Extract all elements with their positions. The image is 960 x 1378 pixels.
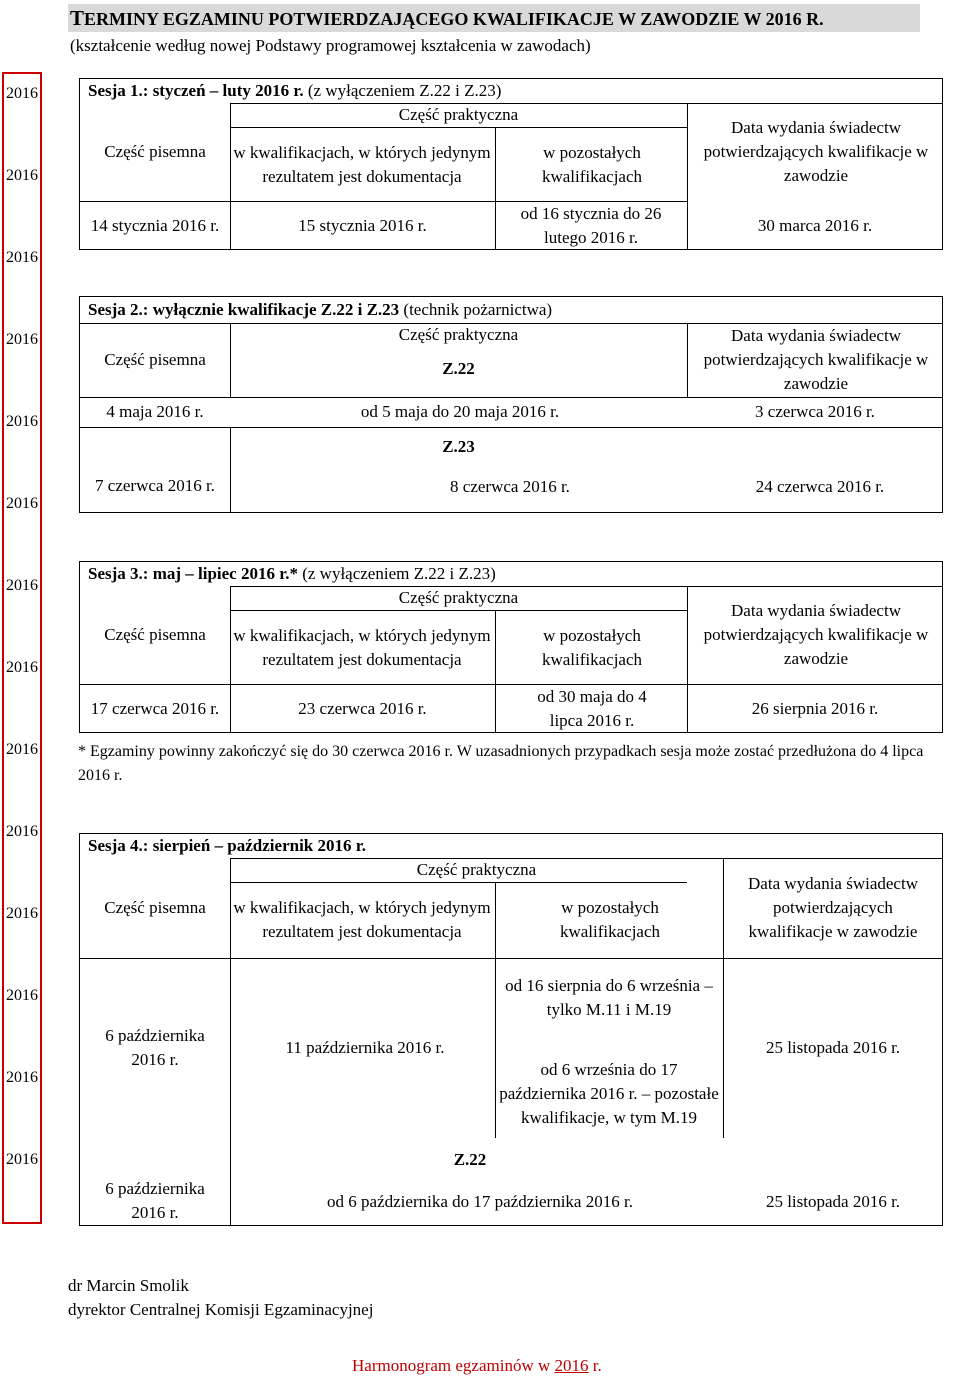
z23-cert-date: 24 czerwca 2016 r.	[755, 477, 885, 496]
signature-role: dyrektor Centralnej Komisji Egzaminacyjnej	[68, 1300, 374, 1319]
z22-cert-date: 25 listopada 2016 r.	[765, 1192, 901, 1211]
session-4-doc-date: 11 października 2016 r.	[285, 1038, 445, 1057]
certificate-header: Data wydania świadectw potwierdzających kwalifikacje w zawodzie	[703, 601, 929, 668]
session-2-title	[88, 297, 928, 323]
session-3-written-date: 17 czerwca 2016 r.	[90, 698, 220, 718]
z23-practical-date: 8 czerwca 2016 r.	[450, 477, 570, 496]
sidebar-year: 2016	[6, 823, 38, 840]
page-footer	[352, 1354, 602, 1378]
sidebar-year: 2016	[6, 249, 38, 266]
session-1-table	[79, 78, 943, 250]
session-1-title-rest: (z wyłączeniem Z.22 i Z.23)	[303, 81, 502, 100]
written-header: Część pisemna	[104, 625, 206, 644]
session-2-title-bold: Sesja 2.: wyłącznie kwalifikacje Z.22 i Z.23	[88, 300, 400, 319]
other-qualifications-header: w pozostałych kwalifikacjach	[559, 898, 661, 941]
session-3-footnote: * Egzaminy powinny zakończyć się do 30 czerwca 2016 r. W uzasadnionych przypadkach sesja może zostać przedłużona do 4 lipca 2016 r.	[78, 743, 924, 784]
doc-qualifications-header: w kwalifikacjach, w których jedynym rezultatem jest dokumentacja	[233, 898, 491, 941]
title-rest: ERMINY EGZAMINU POTWIERDZAJĄCEGO KWALIFIKACJE W ZAWODZIE W 2016 R.	[84, 9, 824, 29]
other-qualifications-header: w pozostałych kwalifikacjach	[541, 143, 643, 186]
session-3-cert-date: 26 sierpnia 2016 r.	[751, 698, 879, 718]
session-3-title-bold: Sesja 3.: maj – lipiec 2016 r.*	[88, 564, 298, 583]
footer-year: 2016	[554, 1356, 589, 1375]
z22-written-date: 6 października 2016 r.	[105, 1179, 205, 1222]
written-header: Część pisemna	[104, 350, 206, 369]
certificate-header: Data wydania świadectw potwierdzających kwalifikacje w zawodzie	[703, 326, 929, 393]
practical-header: Część praktyczna	[398, 588, 519, 607]
session-1-other-date: od 16 stycznia do 26 lutego 2016 r.	[520, 203, 662, 247]
footer-suffix: r.	[588, 1356, 602, 1375]
sidebar-year: 2016	[6, 495, 38, 512]
page-subtitle: (kształcenie według nowej Podstawy programowej kształcenia w zawodach)	[70, 36, 591, 55]
session-3-title-rest: (z wyłączeniem Z.22 i Z.23)	[297, 564, 496, 583]
session-4-other-date-b: od 6 września do 17 października 2016 r. – pozostałe kwalifikacje, w tym M.19	[499, 1060, 719, 1127]
title-initial: T	[70, 6, 85, 30]
session-1-title-bold: Sesja 1.: styczeń – luty 2016 r.	[88, 81, 304, 100]
practical-header: Część praktyczna	[416, 860, 537, 879]
sidebar-year: 2016	[6, 659, 38, 676]
signature-name: dr Marcin Smolik	[68, 1276, 189, 1295]
certificate-header: Data wydania świadectw potwierdzających kwalifikacje w zawodzie	[748, 874, 918, 941]
year-sidebar	[2, 72, 42, 1224]
session-1-cert-date: 30 marca 2016 r.	[757, 215, 873, 235]
z22-cert-date: 3 czerwca 2016 r.	[755, 402, 875, 421]
sidebar-year: 2016	[6, 741, 38, 758]
doc-qualifications-header: w kwalifikacjach, w których jedynym rezultatem jest dokumentacja	[233, 143, 491, 186]
z22-practical-date: od 5 maja do 20 maja 2016 r.	[360, 402, 560, 421]
sidebar-year: 2016	[6, 987, 38, 1004]
session-3-table	[79, 561, 943, 733]
session-2-title-rest: (technik pożarnictwa)	[399, 300, 553, 319]
certificate-header: Data wydania świadectw potwierdzających kwalifikacje w zawodzie	[703, 118, 929, 185]
sidebar-year: 2016	[6, 1151, 38, 1168]
sidebar-year: 2016	[6, 413, 38, 430]
written-header: Część pisemna	[104, 142, 206, 161]
session-3-other-date: od 30 maja do 4 lipca 2016 r.	[537, 686, 647, 730]
other-qualifications-header: w pozostałych kwalifikacjach	[541, 626, 643, 669]
z22-written-date: 4 maja 2016 r.	[106, 402, 204, 421]
session-2-table	[79, 296, 943, 513]
session-4-table	[79, 833, 943, 1226]
sidebar-year: 2016	[6, 331, 38, 348]
written-header: Część pisemna	[104, 898, 206, 917]
z23-written-date: 7 czerwca 2016 r.	[95, 476, 215, 495]
session-1-written-date: 14 stycznia 2016 r.	[90, 215, 220, 235]
sidebar-year: 2016	[6, 577, 38, 594]
z22-label: Z.22	[442, 359, 475, 378]
doc-qualifications-header: w kwalifikacjach, w których jedynym rezultatem jest dokumentacja	[233, 626, 491, 669]
session-4-written-date: 6 października 2016 r.	[105, 1026, 205, 1069]
page-title	[68, 4, 920, 32]
session-4-cert-date: 25 listopada 2016 r.	[765, 1038, 901, 1057]
practical-header: Część praktyczna	[398, 325, 519, 344]
session-4-other-date-a: od 16 sierpnia do 6 września – tylko M.11 i M.19	[505, 976, 713, 1019]
sidebar-year: 2016	[6, 167, 38, 184]
sidebar-year: 2016	[6, 85, 38, 102]
footer-text: Harmonogram egzaminów w	[352, 1356, 555, 1375]
session-1-title	[88, 79, 928, 103]
signature	[68, 1274, 373, 1322]
session-4-title: Sesja 4.: sierpień – październik 2016 r.	[88, 836, 366, 855]
session-1-doc-date: 15 stycznia 2016 r.	[298, 215, 427, 235]
sidebar-year: 2016	[6, 905, 38, 922]
practical-header: Część praktyczna	[398, 105, 519, 124]
z22-label: Z.22	[453, 1150, 487, 1169]
session-3-doc-date: 23 czerwca 2016 r.	[298, 698, 427, 718]
sidebar-year: 2016	[6, 1069, 38, 1086]
z23-label: Z.23	[442, 437, 475, 456]
session-3-title	[88, 562, 928, 586]
z22-practical-date: od 6 października do 17 października 2016 r.	[327, 1192, 633, 1211]
